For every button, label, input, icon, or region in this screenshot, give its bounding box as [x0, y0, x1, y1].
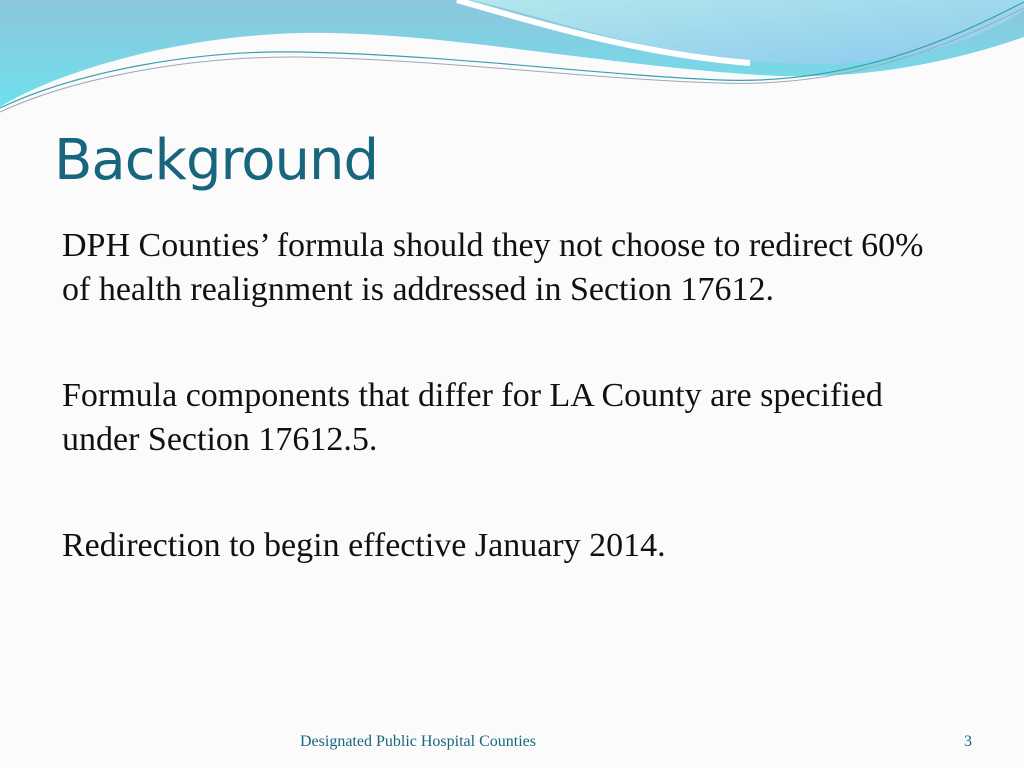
- page-number: 3: [964, 733, 972, 750]
- footer-text: Designated Public Hospital Counties: [300, 733, 536, 750]
- header-wave-decoration: [0, 0, 1024, 130]
- slide-body: [62, 224, 942, 630]
- slide-title: Background: [54, 128, 379, 193]
- paragraph-formula-section: DPH Counties’ formula should they not choose to redirect 60% of health realignment is addressed in Section 17612.: [62, 227, 924, 308]
- paragraph-redirection-date: Redirection to begin effective January 2014.: [62, 527, 666, 564]
- paragraph-la-county: Formula components that differ for LA County are specified under Section 17612.5.: [62, 377, 883, 458]
